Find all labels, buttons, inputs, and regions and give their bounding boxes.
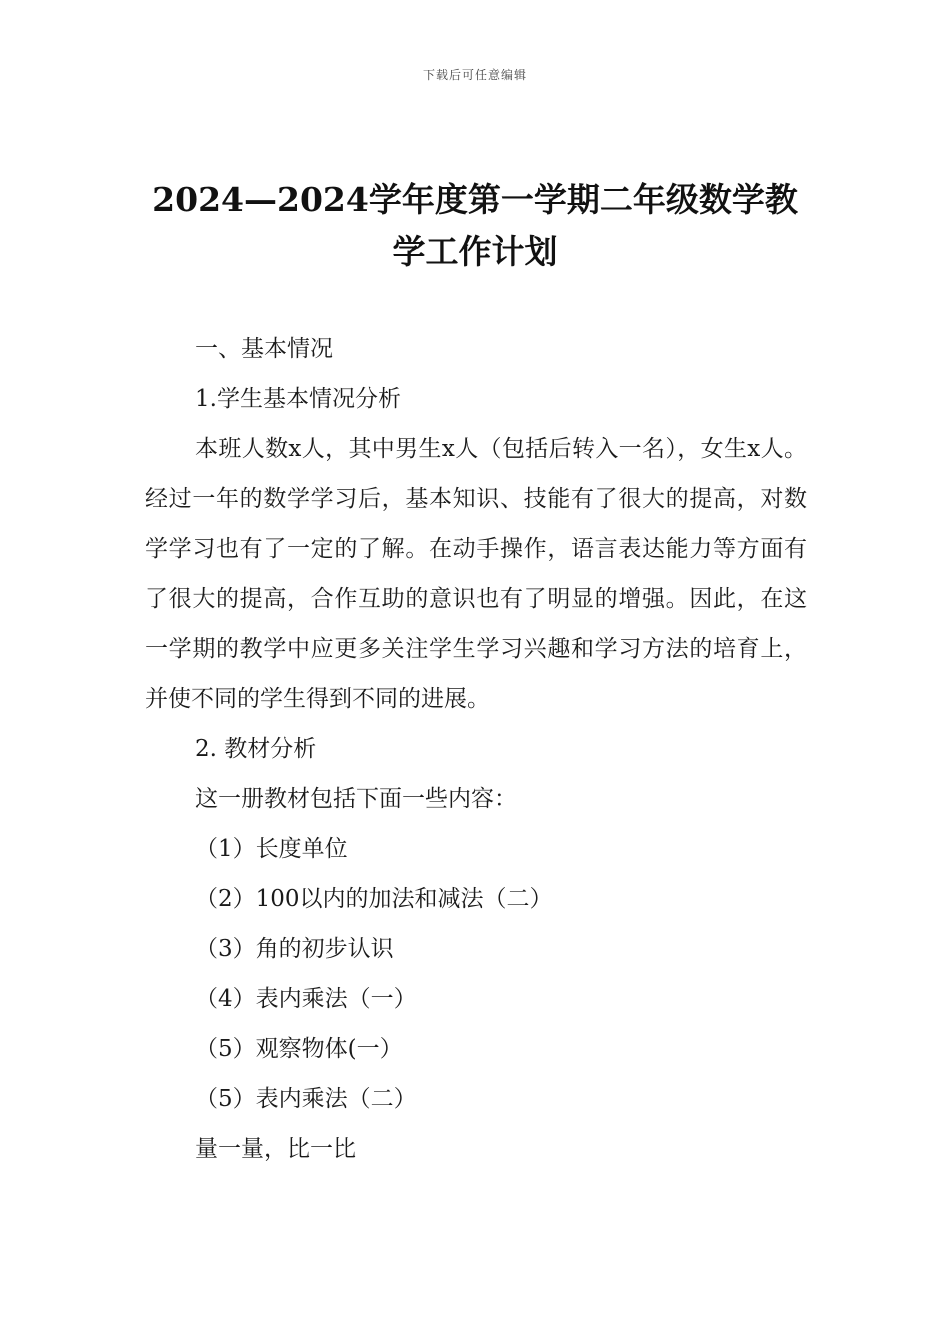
paragraph-student-analysis: 本班人数x人，其中男生x人（包括后转入一名），女生x人。经过一年的数学学习后，基本知识、技能有了很大的提高，对数学学习也有了一定的了解。在动手操作，语言表达能力等方面有了很大的提高，合作互助的意识也有了明显的增强。因此，在这一学期的教学中应更多关注学生学习兴趣和学习方法的培育上，并使不同的学生得到不同的进展。 xyxy=(145,436,807,712)
document-body xyxy=(145,324,807,1174)
paragraph-textbook-intro: 这一册教材包括下面一些内容： xyxy=(195,786,517,812)
list-item: （4）表内乘法（一） xyxy=(195,986,417,1012)
subheading-student-analysis: 1.学生基本情况分析 xyxy=(195,386,401,412)
subheading-textbook-analysis: 2. 教材分析 xyxy=(195,736,317,762)
list-item: （2）100以内的加法和减法（二） xyxy=(195,886,553,912)
list-item: 量一量，比一比 xyxy=(195,1136,356,1162)
list-item: （1）长度单位 xyxy=(195,836,348,862)
section-heading-basic-situation: 一、基本情况 xyxy=(195,336,333,362)
header-note: 下载后可任意编辑 xyxy=(422,68,527,82)
document-title: 2024—2024学年度第一学期二年级数学教学工作计划 xyxy=(152,180,798,271)
list-item: （3）角的初步认识 xyxy=(195,936,394,962)
list-item: （5）观察物体(一） xyxy=(195,1036,403,1062)
list-item: （5）表内乘法（二） xyxy=(195,1086,417,1112)
